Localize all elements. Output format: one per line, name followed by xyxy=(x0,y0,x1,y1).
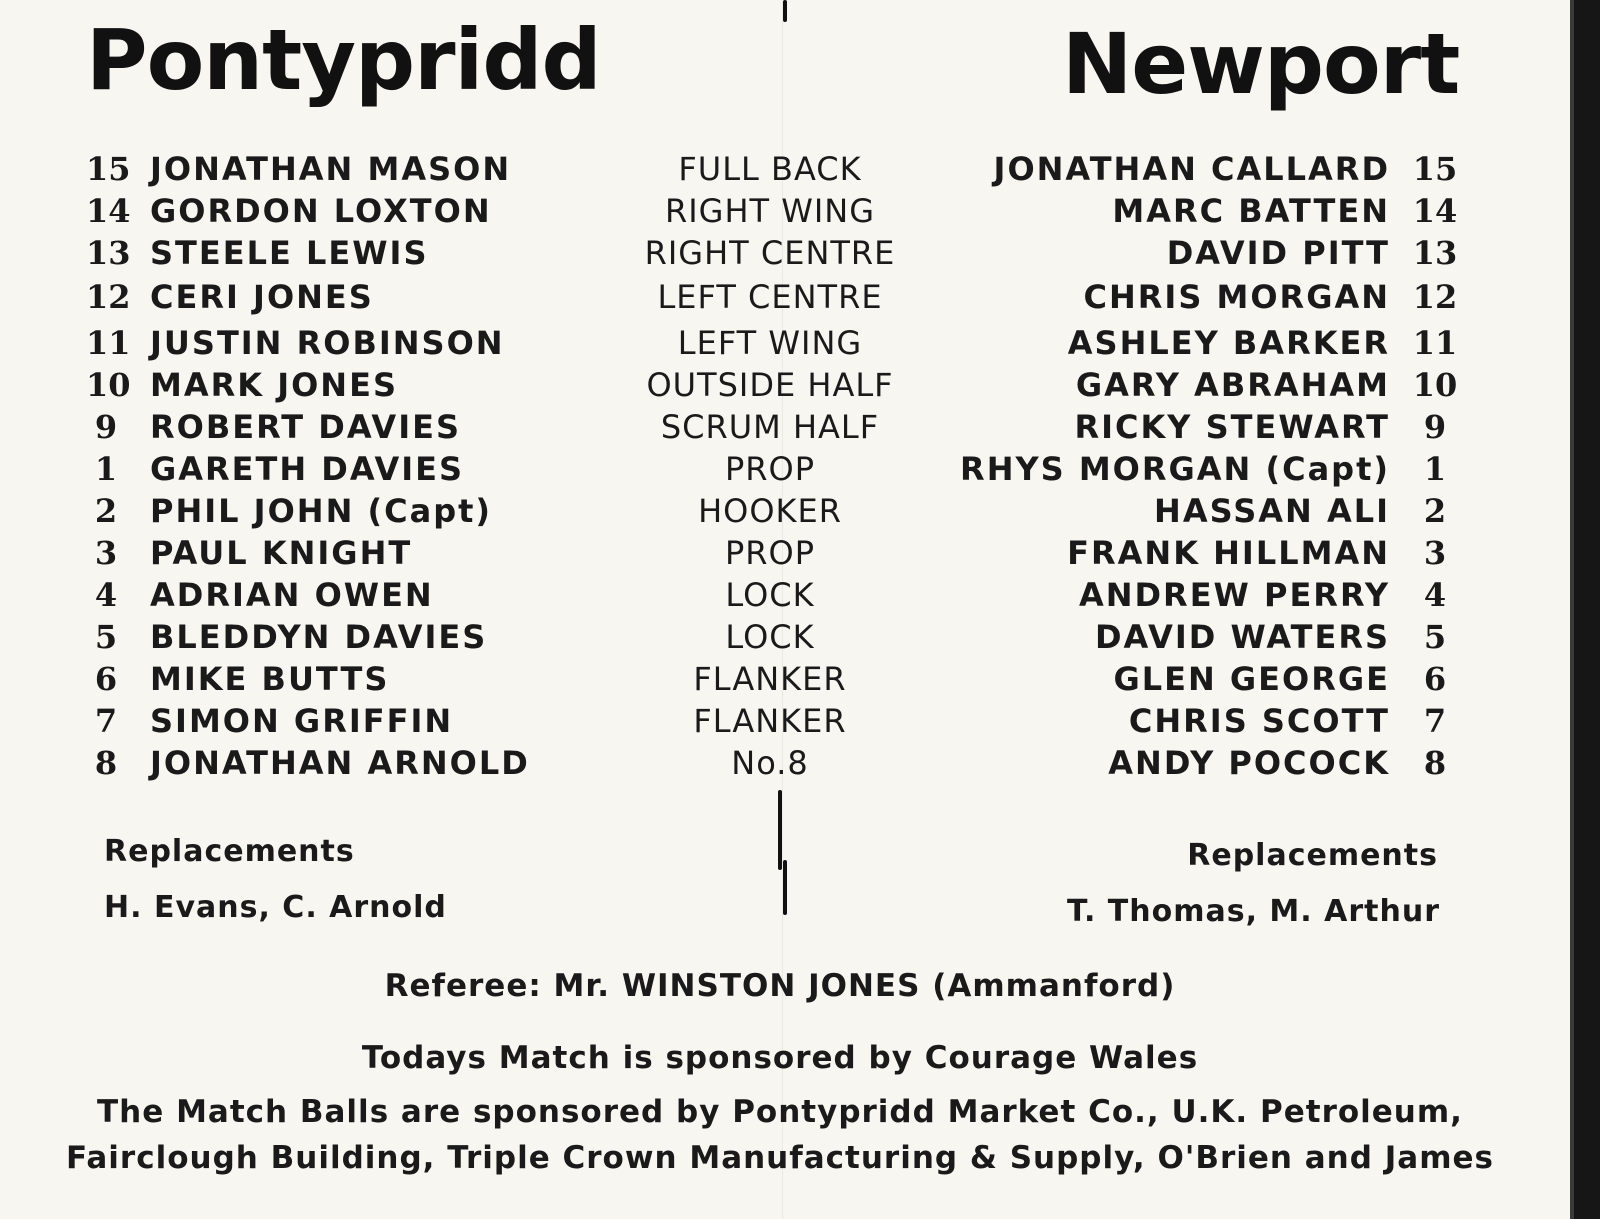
home-player-name: ROBERT DAVIES xyxy=(150,408,461,446)
position-label: PROP xyxy=(724,450,815,488)
home-player-name: GORDON LOXTON xyxy=(150,192,492,230)
position-label: FLANKER xyxy=(693,702,847,740)
home-player-number: 10 xyxy=(86,366,131,404)
away-player-number: 2 xyxy=(1423,492,1447,530)
away-player-name: GARY ABRAHAM xyxy=(1075,366,1390,404)
away-player-name: HASSAN ALI xyxy=(1154,492,1390,530)
home-team-title: Pontypridd xyxy=(86,11,601,109)
balls-sponsor-line-1: The Match Balls are sponsored by Pontypridd Market Co., U.K. Petroleum, xyxy=(97,1094,1463,1130)
away-player-name: RHYS MORGAN (Capt) xyxy=(960,450,1390,488)
away-player-number: 13 xyxy=(1412,234,1458,272)
home-player-number: 4 xyxy=(94,576,118,614)
staple-bottom xyxy=(783,860,787,915)
lineup-row xyxy=(0,148,1600,190)
away-player-name: ANDY POCOCK xyxy=(1108,744,1390,782)
lineup-row xyxy=(0,490,1600,532)
home-player-name: MARK JONES xyxy=(150,366,398,404)
lineup-row xyxy=(0,276,1600,318)
lineup-row xyxy=(0,574,1600,616)
position-label: SCRUM HALF xyxy=(660,408,880,446)
away-player-name: DAVID PITT xyxy=(1166,234,1390,272)
away-player-number: 1 xyxy=(1423,450,1447,488)
away-player-name: RICKY STEWART xyxy=(1074,408,1390,446)
away-player-name: ANDREW PERRY xyxy=(1078,576,1390,614)
home-player-number: 6 xyxy=(94,660,118,698)
home-player-number: 13 xyxy=(86,234,131,272)
home-player-number: 2 xyxy=(94,492,118,530)
position-label: FULL BACK xyxy=(678,150,862,188)
away-player-name: FRANK HILLMAN xyxy=(1067,534,1390,572)
away-player-name: DAVID WATERS xyxy=(1094,618,1390,656)
away-player-name: ASHLEY BARKER xyxy=(1067,324,1390,362)
away-player-number: 11 xyxy=(1412,324,1458,362)
away-player-name: CHRIS MORGAN xyxy=(1083,278,1390,316)
home-player-name: ADRIAN OWEN xyxy=(150,576,434,614)
home-player-name: STEELE LEWIS xyxy=(150,234,429,272)
referee-line: Referee: Mr. WINSTON JONES (Ammanford) xyxy=(384,968,1176,1004)
home-player-number: 5 xyxy=(94,618,118,656)
away-player-number: 5 xyxy=(1423,618,1447,656)
sponsor-line: Todays Match is sponsored by Courage Wales xyxy=(361,1040,1199,1076)
home-player-name: PAUL KNIGHT xyxy=(150,534,413,572)
away-team-title: Newport xyxy=(1062,15,1460,113)
lineup-row xyxy=(0,232,1600,274)
position-label: FLANKER xyxy=(693,660,847,698)
position-label: LOCK xyxy=(725,618,815,656)
lineup-row xyxy=(0,700,1600,742)
away-player-number: 8 xyxy=(1423,744,1447,782)
lineup-row xyxy=(0,658,1600,700)
lineup-row xyxy=(0,190,1600,232)
home-player-name: CERI JONES xyxy=(150,278,374,316)
lineup-row xyxy=(0,616,1600,658)
away-player-number: 15 xyxy=(1412,150,1458,188)
home-player-number: 15 xyxy=(86,150,131,188)
away-player-number: 9 xyxy=(1423,408,1447,446)
home-player-name: MIKE BUTTS xyxy=(150,660,390,698)
lineup-row xyxy=(0,448,1600,490)
away-player-name: GLEN GEORGE xyxy=(1113,660,1390,698)
position-label: RIGHT WING xyxy=(664,192,876,230)
home-player-number: 3 xyxy=(94,534,118,572)
position-label: LEFT CENTRE xyxy=(657,278,883,316)
home-player-name: GARETH DAVIES xyxy=(150,450,465,488)
balls-sponsor-line-2: Fairclough Building, Triple Crown Manufacturing & Supply, O'Brien and James xyxy=(66,1140,1494,1176)
away-player-number: 10 xyxy=(1412,366,1458,404)
position-label: PROP xyxy=(724,534,815,572)
position-label: OUTSIDE HALF xyxy=(646,366,894,404)
home-player-name: PHIL JOHN (Capt) xyxy=(150,492,493,530)
lineup-row xyxy=(0,322,1600,364)
away-player-number: 3 xyxy=(1423,534,1447,572)
position-label: RIGHT CENTRE xyxy=(644,234,896,272)
away-player-number: 12 xyxy=(1412,278,1458,316)
home-player-name: JUSTIN ROBINSON xyxy=(150,324,505,362)
position-label: HOOKER xyxy=(698,492,842,530)
home-player-name: BLEDDYN DAVIES xyxy=(150,618,488,656)
away-player-number: 4 xyxy=(1423,576,1447,614)
away-player-name: JONATHAN CALLARD xyxy=(993,150,1390,188)
home-player-name: JONATHAN MASON xyxy=(150,150,512,188)
position-label: LOCK xyxy=(725,576,815,614)
away-player-name: MARC BATTEN xyxy=(1112,192,1390,230)
lineup-row xyxy=(0,532,1600,574)
home-player-number: 1 xyxy=(94,450,118,488)
home-player-number: 12 xyxy=(86,278,131,316)
home-player-number: 7 xyxy=(94,702,118,740)
lineup-row xyxy=(0,406,1600,448)
position-label: LEFT WING xyxy=(677,324,863,362)
home-player-number: 9 xyxy=(94,408,118,446)
away-player-name: CHRIS SCOTT xyxy=(1128,702,1390,740)
away-player-number: 14 xyxy=(1412,192,1458,230)
home-replacements-label: Replacements xyxy=(104,834,355,869)
home-player-name: SIMON GRIFFIN xyxy=(150,702,454,740)
home-player-number: 11 xyxy=(86,324,131,362)
staple-top xyxy=(783,0,787,22)
home-player-name: JONATHAN ARNOLD xyxy=(150,744,530,782)
lineup-row xyxy=(0,742,1600,784)
away-replacements-names: T. Thomas, M. Arthur xyxy=(1067,894,1440,929)
home-player-number: 8 xyxy=(94,744,118,782)
away-replacements-label: Replacements xyxy=(1187,838,1438,873)
staple-middle xyxy=(778,790,782,870)
home-player-number: 14 xyxy=(86,192,131,230)
position-label: No.8 xyxy=(731,744,809,782)
away-player-number: 7 xyxy=(1423,702,1447,740)
away-player-number: 6 xyxy=(1423,660,1447,698)
home-replacements-names: H. Evans, C. Arnold xyxy=(104,890,447,925)
lineup-row xyxy=(0,364,1600,406)
